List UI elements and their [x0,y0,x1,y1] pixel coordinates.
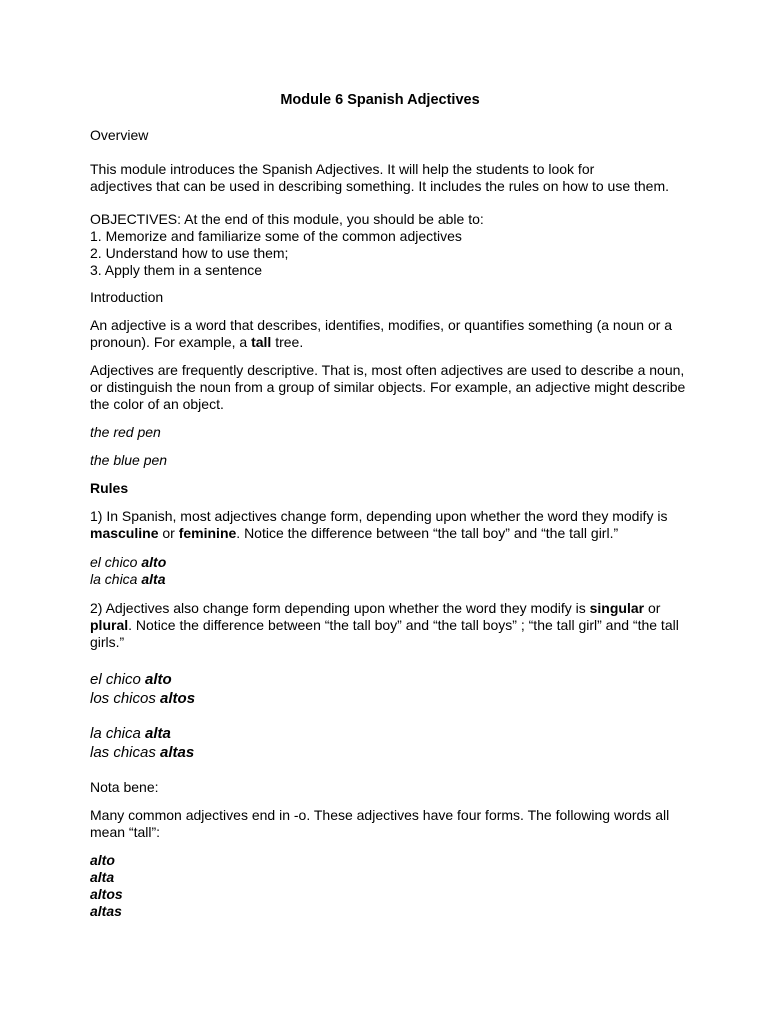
page-title: Module 6 Spanish Adjectives [280,92,480,108]
example-blue-pen: the blue pen [90,452,168,468]
rule-2: 2) Adjectives also change form depending upon whether the word they modify is singular or plural. Notice the difference between “the tall boy” and “the tall boys” ; “the tall girl” and “the tall girls.” [90,600,679,650]
intro-paragraph-2: Adjectives are frequently descriptive. That is, most often adjectives are used to describe a noun, or distinguish the noun from a group of similar objects. For example, an adjective might describe the color of an object. [90,362,686,412]
rule-1: 1) In Spanish, most adjectives change form, depending upon whether the word they modify is masculine or feminine. Notice the difference between “the tall boy” and “the tall girl.” [90,508,668,541]
intro-paragraph-1: An adjective is a word that describes, identifies, modifies, or quantifies something (a noun or a pronoun). For example, a tall tree. [90,317,673,350]
rule-2-examples-masculine: el chico alto los chicos altos [90,671,196,707]
objectives-list: OBJECTIVES: At the end of this module, you should be able to: 1. Memorize and familiarize some of the common adjectives 2. Understand how to use them; 3. Apply them in a sentence [90,211,484,278]
nota-bene-paragraph: Many common adjectives end in -o. These adjectives have four forms. The following words all mean “tall”: [90,807,670,840]
example-red-pen: the red pen [90,424,161,440]
introduction-heading: Introduction [90,289,164,305]
rules-heading: Rules [90,480,129,496]
overview-heading: Overview [90,127,149,143]
rule-1-examples: el chico alto la chica alta [90,554,167,587]
nota-bene-heading: Nota bene: [90,779,159,795]
overview-paragraph: This module introduces the Spanish Adjectives. It will help the students to look for adjectives that can be used in describing something. It includes the rules on how to use them. [90,161,670,194]
rule-2-examples-feminine: la chica alta las chicas altas [90,725,195,761]
adjective-forms-list: alto alta altos altas [90,852,123,919]
